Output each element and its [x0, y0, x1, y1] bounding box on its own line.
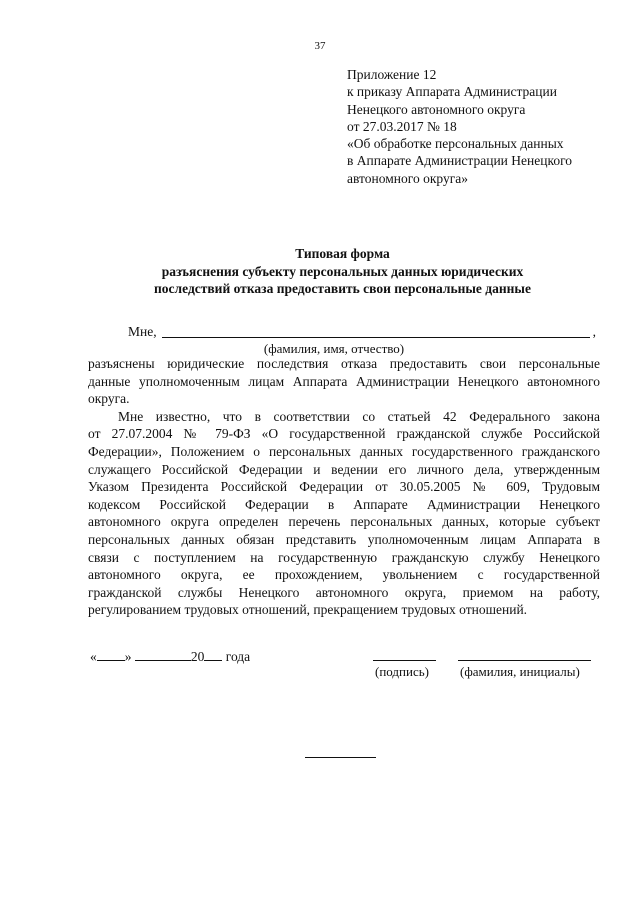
- title-line: Типовая форма: [295, 246, 390, 261]
- page-number: 37: [314, 40, 326, 52]
- appendix-line: «Об обработке персональных данных: [347, 136, 564, 152]
- quote-close: »: [124, 649, 132, 664]
- paragraph-2-line: гражданской службы Ненецкого автономного округа, приемом на работу,: [88, 584, 600, 600]
- appendix-line: Ненецкого автономного округа: [347, 101, 526, 117]
- year-blank[interactable]: [204, 647, 222, 661]
- paragraph-2-line: Федерации», Положением о персональных данных государственного гражданского: [88, 443, 600, 459]
- paragraph-2-line: служащего Российской Федерации и ведении его личного дела, утвержденным: [88, 461, 600, 477]
- paragraph-2-line: от 27.07.2004 № 79-ФЗ «О государственной гражданской службе Российской: [88, 426, 600, 442]
- name-initials-caption: (фамилия, инициалы): [460, 664, 580, 679]
- full-name-caption: (фамилия, имя, отчество): [263, 341, 405, 356]
- name-initials-blank[interactable]: [458, 660, 591, 661]
- end-divider: [305, 757, 376, 758]
- paragraph-2-line: автономного округа определен перечень персональных данных, которые субъект: [88, 514, 600, 530]
- document-title: [60, 245, 625, 298]
- year-suffix: года: [225, 649, 251, 664]
- day-blank[interactable]: [97, 647, 125, 661]
- paragraph-1-line: округа.: [88, 391, 130, 407]
- paragraph-2-line: автономного округа, ее прохождением, увольнением с государственной: [88, 567, 600, 583]
- me-comma: ,: [592, 324, 596, 339]
- signature-lines: [0, 660, 640, 662]
- month-blank[interactable]: [135, 647, 191, 661]
- paragraph-1-line: данные уполномоченным лицам Аппарата Администрации Ненецкого автономного: [88, 373, 600, 389]
- full-name-blank[interactable]: [162, 337, 590, 338]
- appendix-line: к приказу Аппарата Администрации: [347, 84, 557, 100]
- body-text: [88, 355, 600, 619]
- appendix-line: автономного округа»: [347, 170, 468, 186]
- appendix-line: Приложение 12: [347, 67, 437, 82]
- title-line: последствий отказа предоставить свои персональные данные: [154, 281, 531, 296]
- paragraph-2-line: связи с поступлением на государственную гражданскую службу Ненецкого: [88, 549, 600, 565]
- paragraph-2-line: кодексом Российской Федерации в Аппарате Администрации Ненецкого: [88, 496, 600, 512]
- year-prefix: 20: [190, 649, 205, 664]
- quote-open: «: [90, 649, 97, 664]
- signature-blank[interactable]: [373, 660, 436, 661]
- date-fill-line: [90, 647, 250, 665]
- paragraph-2-line: Мне известно, что в соответствии со статьей 42 Федерального закона: [118, 408, 600, 424]
- paragraph-2-line: персональных данных обязан представить уполномоченным лицам Аппарата в: [88, 531, 600, 547]
- title-line: разъяснения субъекту персональных данных юридических: [161, 263, 524, 279]
- appendix-line: в Аппарате Администрации Ненецкого: [347, 153, 573, 169]
- appendix-reference: [347, 66, 627, 187]
- paragraph-2-line: регулированием трудовых отношений, прекращением трудовых отношений.: [88, 602, 528, 618]
- paragraph-1-line: разъяснены юридические последствия отказа предоставить свои персональные: [88, 356, 600, 371]
- name-fill-line: [128, 323, 598, 340]
- appendix-line: от 27.03.2017 № 18: [347, 118, 457, 134]
- me-label: Мне,: [128, 324, 157, 339]
- paragraph-2-line: Указом Президента Российской Федерации от 30.05.2005 № 609, Трудовым: [88, 479, 600, 495]
- signature-caption: (подпись): [375, 664, 429, 679]
